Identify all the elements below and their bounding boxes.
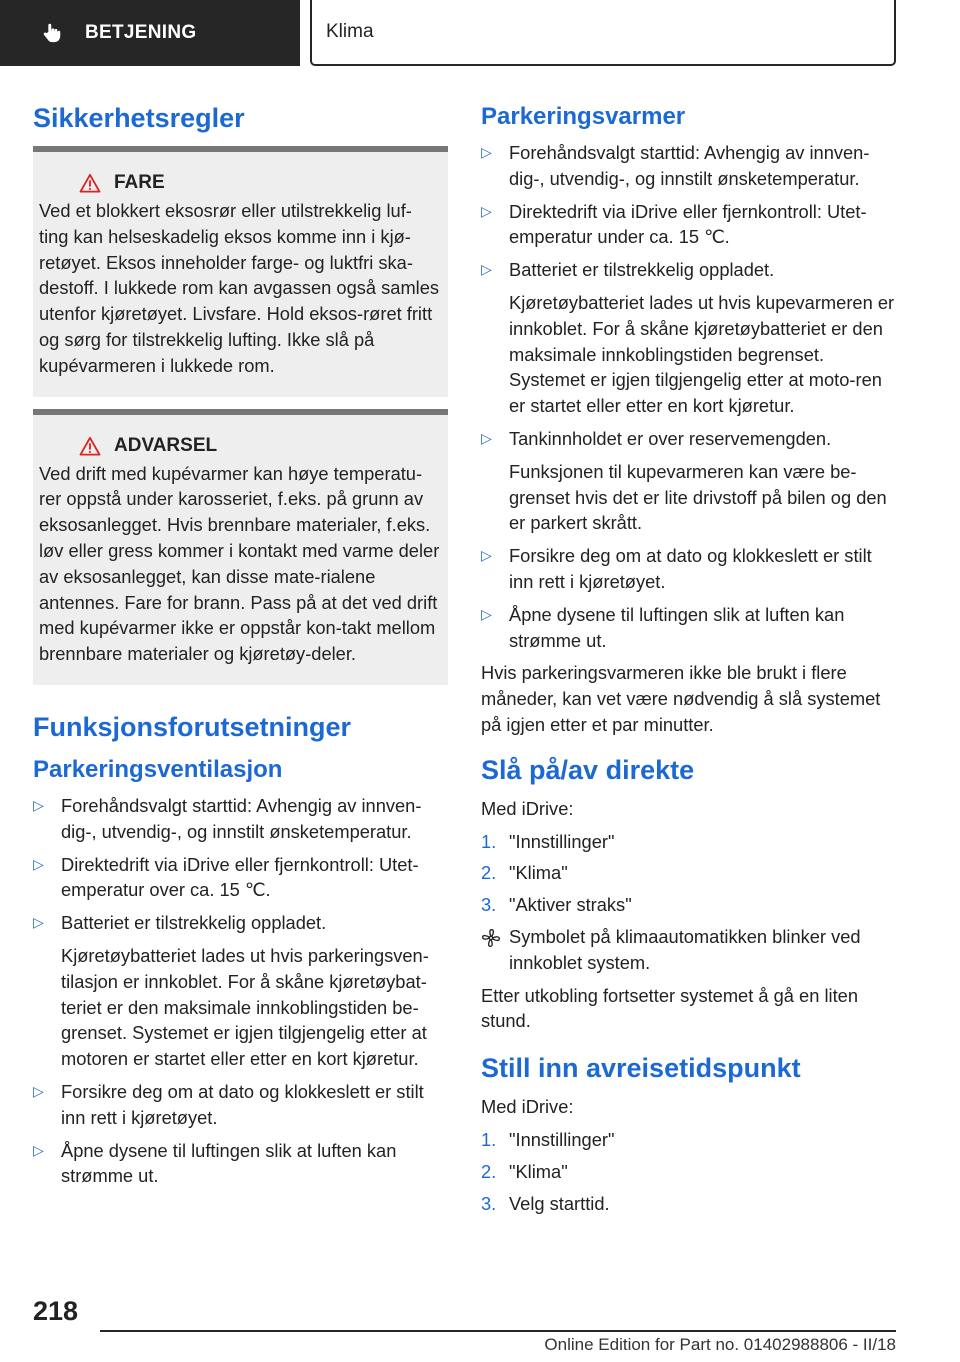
list-item-text: Direktedrift via iDrive eller fjernkontroll: Utet-emperatur over ca. 15 ℃. — [61, 853, 419, 901]
list-item — [33, 793, 448, 845]
bullet-marker: ▷ — [481, 429, 492, 446]
step-number: 2. — [481, 1160, 497, 1182]
hand-pointer-icon — [41, 22, 63, 44]
left-column — [33, 96, 448, 1196]
step-item — [481, 1191, 896, 1217]
bullet-marker: ▷ — [481, 144, 492, 160]
step-number: 1. — [481, 1128, 497, 1150]
bullet-marker: ▷ — [481, 202, 492, 219]
list-item — [481, 426, 896, 536]
warning-header — [39, 435, 440, 457]
symbol-note — [481, 924, 896, 976]
prerequisite-list — [33, 793, 448, 1189]
note-paragraph: Hvis parkeringsvarmeren ikke ble brukt i flere måneder, kan vet være nødvendig å slå systemet på igjen etter et par minutter. — [481, 662, 881, 735]
list-item-text: Batteriet er tilstrekkelig oppladet. — [509, 259, 775, 281]
bullet-marker: ▷ — [33, 1141, 44, 1158]
section-heading-safety: Sikkerhetsregler — [33, 103, 245, 133]
right-column — [481, 96, 896, 1222]
chapter-tab[interactable] — [0, 0, 300, 66]
page-header — [0, 0, 960, 66]
warning-header — [39, 172, 440, 194]
step-text: "Aktiver straks" — [509, 894, 632, 916]
section-heading-departure: Still inn avreisetidspunkt — [481, 1053, 801, 1084]
intro-text: Med iDrive: — [481, 1096, 574, 1118]
warning-label: ADVARSEL — [114, 434, 218, 456]
step-item — [481, 829, 896, 855]
step-text: Velg starttid. — [509, 1192, 610, 1214]
warning-triangle-icon — [79, 436, 101, 456]
section-title-box — [310, 0, 896, 66]
heater-prerequisite-list — [481, 140, 896, 653]
bullet-marker: ▷ — [481, 547, 492, 564]
subsection-heading-ventilation: Parkeringsventilasjon — [33, 755, 283, 783]
list-item-text: Åpne dysene til luftingen slik at luften kan strømme ut. — [61, 1139, 397, 1187]
fan-icon — [481, 928, 501, 948]
chapter-tab-label: BETJENING — [85, 22, 197, 43]
subsection-heading-heater: Parkeringsvarmer — [481, 103, 686, 130]
list-item — [33, 1079, 448, 1131]
step-number: 3. — [481, 894, 497, 916]
step-text: "Klima" — [509, 862, 568, 884]
list-item-text: Forsikre deg om at dato og klokkeslett er stilt inn rett i kjøretøyet. — [61, 1080, 424, 1128]
bullet-marker: ▷ — [33, 796, 44, 813]
list-item-text: Forehåndsvalgt starttid: Avhengig av innven-dig-, utvendig-, og innstilt ønsketemperatur. — [509, 142, 870, 189]
list-item — [481, 602, 896, 654]
list-item-text: Tankinnholdet er over reservemengden. — [509, 427, 832, 449]
warning-text: Ved drift med kupévarmer kan høye temperatu-rer oppstå under karosseriet, f.eks. på grunn av eksosanlegget. Hvis brennbare materialer, f.eks. løv eller gress kommer i kontakt med varme deler av eksosanlegget, kan disse mate-rialene antennes. Fare for brann. Pass på at det ved drift med kupévarmer ikke er oppstår kon-takt mellom brennbare materialer og kjøretøy-deler. — [39, 462, 440, 665]
list-item-text: Forsikre deg om at dato og klokkeslett er stilt inn rett i kjøretøyet. — [509, 545, 872, 592]
warning-triangle-icon — [79, 173, 101, 193]
list-item-text: Åpne dysene til luftingen slik at luften kan strømme ut. — [509, 603, 845, 651]
section-title: Klima — [326, 21, 374, 42]
direct-steps — [481, 829, 896, 918]
warning-label: FARE — [114, 172, 165, 193]
list-item — [33, 852, 448, 904]
step-item — [481, 860, 896, 886]
symbol-note-text: Symbolet på klimaautomatikken blinker ved innkoblet system. — [509, 925, 861, 973]
step-text: "Innstillinger" — [509, 830, 615, 852]
list-item — [481, 199, 896, 251]
step-number: 3. — [481, 1192, 497, 1214]
section-heading-prerequisites: Funksjonsforutsetninger — [33, 711, 352, 742]
footer-divider — [100, 1330, 896, 1332]
bullet-marker: ▷ — [481, 261, 492, 278]
after-note: Etter utkobling fortsetter systemet å gå en liten stund. — [481, 984, 858, 1032]
bullet-marker: ▷ — [33, 914, 44, 931]
step-item — [481, 1127, 896, 1153]
edition-text: Online Edition for Part no. 01402988806 - II/18 — [544, 1335, 896, 1354]
list-item — [33, 1138, 448, 1190]
warning-box-caution — [33, 409, 448, 685]
step-item — [481, 1159, 896, 1185]
step-number: 1. — [481, 830, 497, 852]
list-item-text: Direktedrift via iDrive eller fjernkontroll: Utet-emperatur under ca. 15 ℃. — [509, 200, 867, 248]
section-heading-direct: Slå på/av direkte — [481, 754, 695, 785]
step-text: "Innstillinger" — [509, 1128, 615, 1150]
list-item — [481, 140, 896, 192]
list-item — [33, 910, 448, 1072]
list-item-note: Funksjonen til kupevarmeren kan være be-grenset hvis det er lite drivstoff på bilen og den er parkert skrått. — [509, 460, 887, 534]
list-item-text: Forehåndsvalgt starttid: Avhengig av innven-dig-, utvendig-, og innstilt ønsketemperatur. — [61, 794, 422, 842]
bullet-marker: ▷ — [33, 1082, 44, 1099]
list-item-note: Kjøretøybatteriet lades ut hvis kupevarmeren er innkoblet. For å skåne kjøretøybatteriet er den maksimale innkoblingstiden begrenset. Systemet er igjen tilgjengelig etter at moto-ren er startet eller etter en kort kjøretur. — [509, 291, 895, 417]
departure-steps — [481, 1127, 896, 1216]
page-number: 218 — [33, 1296, 79, 1326]
intro-text: Med iDrive: — [481, 797, 574, 819]
step-item — [481, 892, 896, 918]
list-item-note: Kjøretøybatteriet lades ut hvis parkeringsven-tilasjon er innkoblet. For å skåne kjøretøybat-teriet er den maksimale innkoblingstiden be-grenset. Systemet er igjen tilgjengelig etter at motoren er startet eller etter en kort kjøretur. — [61, 944, 429, 1070]
bullet-marker: ▷ — [481, 605, 492, 622]
list-item — [481, 257, 896, 419]
warning-box-danger — [33, 146, 448, 397]
bullet-marker: ▷ — [33, 855, 44, 872]
list-item — [481, 543, 896, 595]
step-text: "Klima" — [509, 1160, 568, 1182]
list-item-text: Batteriet er tilstrekkelig oppladet. — [61, 912, 327, 934]
step-number: 2. — [481, 862, 497, 884]
warning-text: Ved et blokkert eksosrør eller utilstrekkelig luf-ting kan helseskadelig eksos komme inn i kjø-retøyet. Eksos inneholder farge- og luktfri ska-destoff. I lukkede rom kan avgassen også samles utenfor kjøretøyet. Livsfare. Hold eksos-røret fritt og sørg for tilstrekkelig lufting. Ikke slå på kupévarmeren i lukkede rom. — [39, 200, 440, 376]
